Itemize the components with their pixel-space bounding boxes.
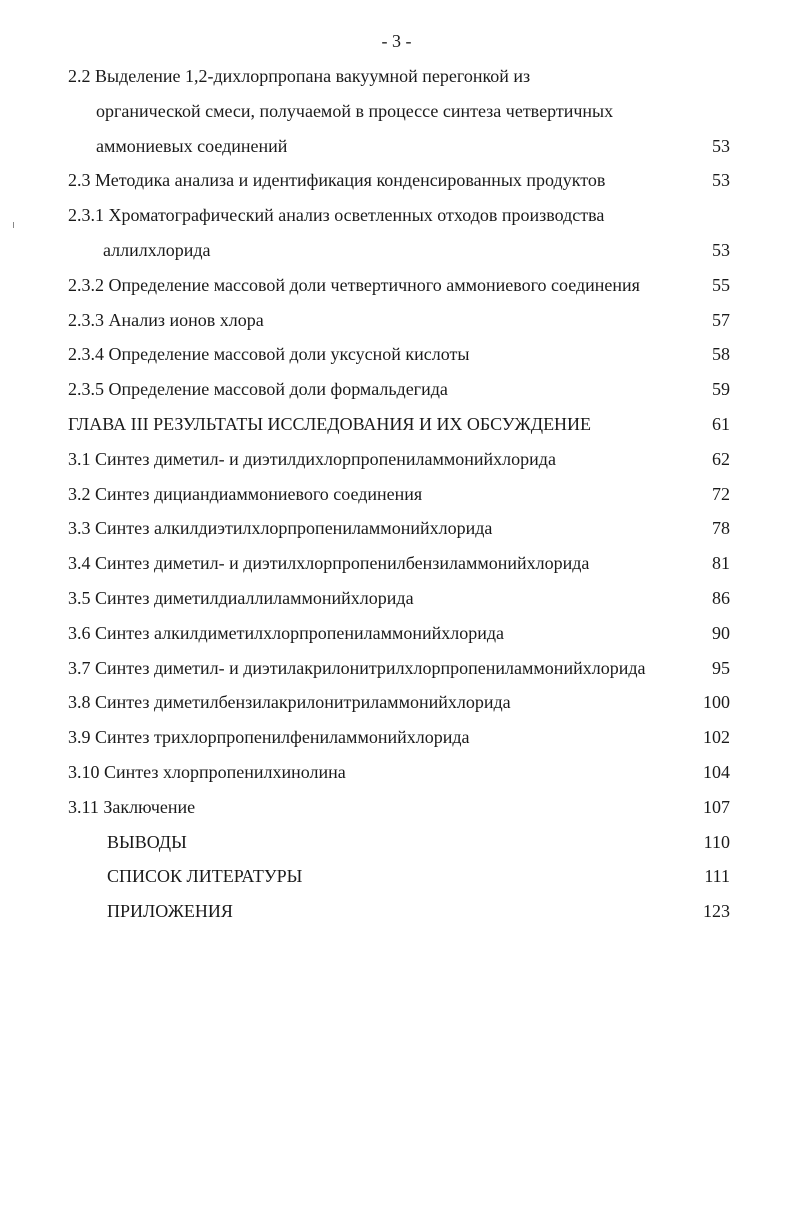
toc-entry-page: 102 xyxy=(703,727,730,748)
toc-entry xyxy=(0,59,793,94)
toc-entry-title: органической смеси, получаемой в процессе синтеза четвертичных xyxy=(96,100,614,121)
toc-entry xyxy=(0,720,793,755)
toc-entry-title: ГЛАВА III РЕЗУЛЬТАТЫ ИССЛЕДОВАНИЯ И ИХ ОБСУЖДЕНИЕ xyxy=(68,413,592,434)
toc-entry-title: 3.7 Синтез диметил- и диэтилакрилонитрилхлорпропениламмонийхлорида xyxy=(68,657,646,678)
toc-entry-title: 2.3.2 Определение массовой доли четвертичного аммониевого соединения xyxy=(68,274,640,295)
page-number: - 3 - xyxy=(381,31,412,51)
toc-entry-title: 2.2 Выделение 1,2-дихлорпропана вакуумной перегонкой из xyxy=(68,66,531,86)
table-of-contents xyxy=(0,59,793,929)
toc-entry-title: 3.9 Синтез трихлорпропенилфениламмонийхлорида xyxy=(68,727,470,748)
toc-entry xyxy=(0,685,793,720)
toc-entry-page: 95 xyxy=(712,657,730,678)
toc-entry-title: 3.6 Синтез алкилдиметилхлорпропениламмонийхлорида xyxy=(68,622,505,643)
toc-entry-page: 123 xyxy=(703,901,730,922)
toc-entry xyxy=(0,859,793,894)
toc-entry-page: 55 xyxy=(712,274,730,295)
toc-entry xyxy=(0,233,793,268)
toc-entry xyxy=(0,477,793,512)
toc-entry xyxy=(0,442,793,477)
toc-entry-title: аллилхлорида xyxy=(103,239,211,260)
toc-entry-page: 86 xyxy=(712,587,730,608)
toc-entry-title: 2.3.1 Хроматографический анализ осветленных отходов производства xyxy=(68,205,605,226)
toc-entry xyxy=(0,894,793,929)
toc-entry-title: 3.11 Заключение xyxy=(68,796,196,817)
toc-entry-title: 3.1 Синтез диметил- и диэтилдихлорпропениламмонийхлорида xyxy=(68,448,556,469)
toc-entry-page: 58 xyxy=(712,344,730,365)
toc-entry-title: 3.5 Синтез диметилдиаллиламмонийхлорида xyxy=(68,587,414,608)
toc-entry-title: СПИСОК ЛИТЕРАТУРЫ xyxy=(107,866,303,887)
toc-entry xyxy=(0,198,793,233)
toc-entry-title: аммониевых соединений xyxy=(96,135,288,156)
toc-entry xyxy=(0,337,793,372)
toc-entry-page: 111 xyxy=(704,866,730,887)
toc-entry-page: 110 xyxy=(703,831,730,852)
toc-entry xyxy=(0,163,793,198)
toc-entry xyxy=(0,651,793,686)
toc-entry-page: 90 xyxy=(712,622,730,643)
toc-entry-title: 3.4 Синтез диметил- и диэтилхлорпропенилбензиламмонийхлорида xyxy=(68,553,590,574)
toc-entry-title: 3.2 Синтез дициандиаммониевого соединения xyxy=(68,483,423,504)
toc-entry-title: 3.3 Синтез алкилдиэтилхлорпропениламмонийхлорида xyxy=(68,518,493,539)
toc-entry xyxy=(0,129,793,164)
toc-entry-page: 53 xyxy=(712,239,730,260)
toc-entry-title: ПРИЛОЖЕНИЯ xyxy=(107,901,233,922)
toc-entry xyxy=(0,511,793,546)
toc-entry xyxy=(0,755,793,790)
toc-entry-page: 81 xyxy=(712,553,730,574)
toc-entry-title: 2.3.4 Определение массовой доли уксусной кислоты xyxy=(68,344,470,365)
toc-entry-page: 62 xyxy=(712,448,730,469)
toc-entry-page: 100 xyxy=(703,692,730,713)
toc-entry xyxy=(0,546,793,581)
toc-entry-page: 72 xyxy=(712,483,730,504)
toc-entry xyxy=(0,825,793,860)
toc-entry xyxy=(0,790,793,825)
toc-entry-page: 61 xyxy=(712,413,730,434)
toc-entry-page: 53 xyxy=(712,135,730,156)
toc-entry-page: 107 xyxy=(703,796,730,817)
toc-entry xyxy=(0,372,793,407)
toc-entry-title: 2.3 Методика анализа и идентификация конденсированных продуктов xyxy=(68,170,606,191)
toc-entry-title: 3.8 Синтез диметилбензилакрилонитриламмонийхлорида xyxy=(68,692,511,713)
toc-entry-page: 57 xyxy=(712,309,730,330)
toc-entry xyxy=(0,268,793,303)
toc-entry-title: 2.3.5 Определение массовой доли формальдегида xyxy=(68,379,448,400)
toc-entry xyxy=(0,303,793,338)
toc-entry xyxy=(0,581,793,616)
toc-entry-page: 59 xyxy=(712,379,730,400)
toc-entry-title: 3.10 Синтез хлорпропенилхинолина xyxy=(68,761,346,782)
toc-entry xyxy=(0,94,793,129)
toc-chapter-heading xyxy=(0,407,793,442)
toc-entry-page: 104 xyxy=(703,761,730,782)
toc-entry-page: 78 xyxy=(712,518,730,539)
toc-entry xyxy=(0,616,793,651)
toc-entry-page: 53 xyxy=(712,170,730,191)
toc-entry-title: 2.3.3 Анализ ионов хлора xyxy=(68,309,264,330)
toc-entry-title: ВЫВОДЫ xyxy=(107,831,187,852)
